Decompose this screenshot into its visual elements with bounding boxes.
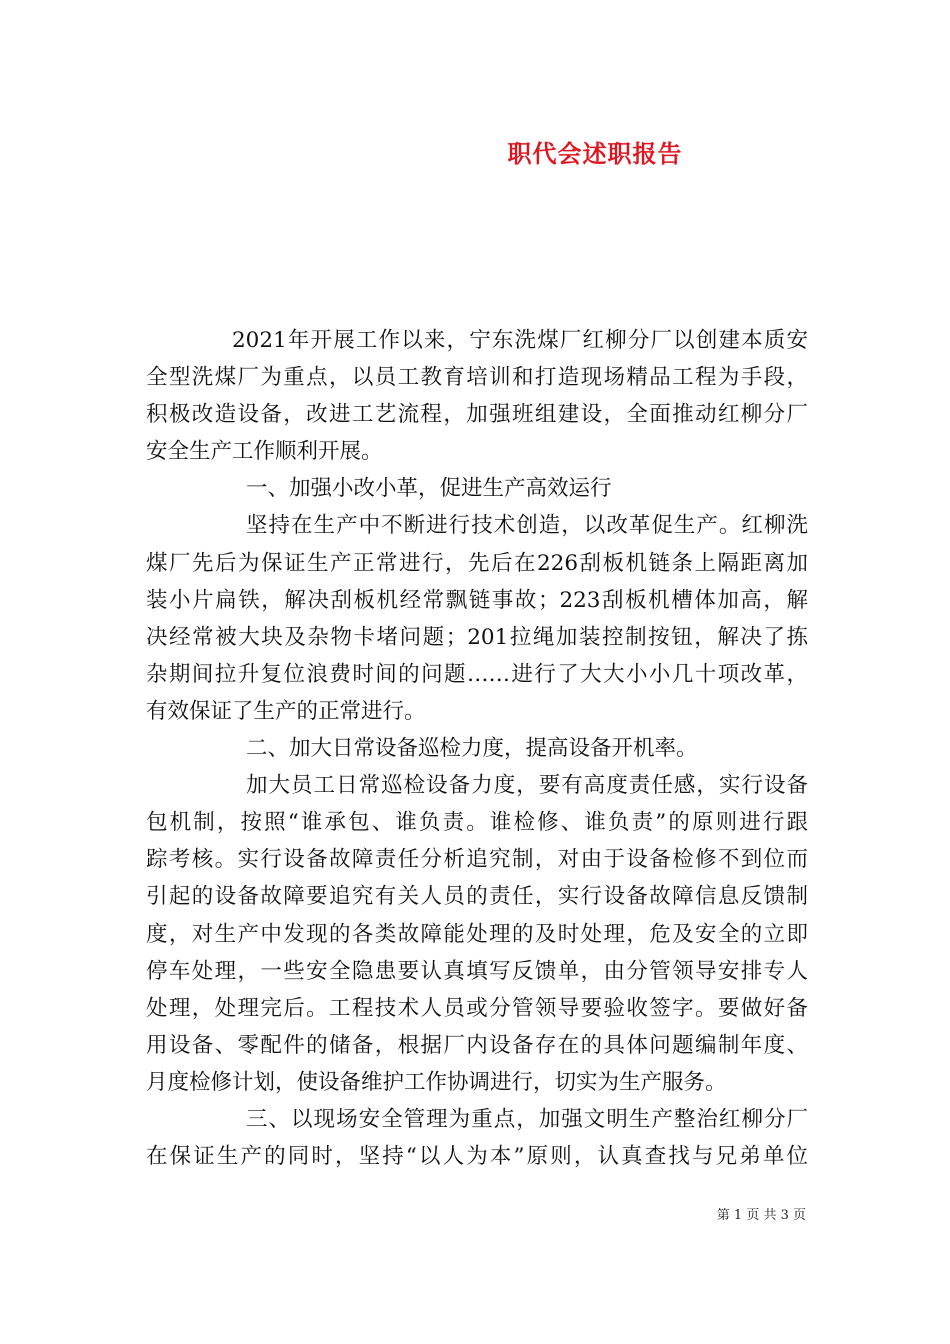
text-line: 包机制，按照“谁承包、谁负责。谁检修、谁负责”的原则进行跟 bbox=[146, 810, 808, 836]
text-line: 月度检修计划，使设备维护工作协调进行，切实为生产服务。 bbox=[146, 1069, 727, 1095]
document-title: 职代会述职报告 bbox=[507, 139, 683, 168]
text-line: 停车处理，一些安全隐患要认真填写反馈单，由分管领导安排专人 bbox=[146, 958, 808, 984]
text-line: 全型洗煤厂为重点，以员工教育培训和打造现场精品工程为手段， bbox=[146, 365, 808, 391]
text-line: 煤厂先后为保证生产正常进行，先后在226刮板机链条上隔距离加 bbox=[146, 550, 808, 576]
page-number: 第 1 页 共 3 页 bbox=[716, 1208, 806, 1223]
text-line: 安全生产工作顺利开展。 bbox=[146, 439, 383, 465]
text-line: 加大员工日常巡检设备力度，要有高度责任感，实行设备 bbox=[246, 773, 808, 799]
text-line: 三、以现场安全管理为重点，加强文明生产整治红柳分厂 bbox=[246, 1106, 808, 1132]
text-line: 2021年开展工作以来，宁东洗煤厂红柳分厂以创建本质安 bbox=[232, 328, 808, 353]
text-line: 引起的设备故障要追究有关人员的责任，实行设备故障信息反馈制 bbox=[146, 884, 808, 910]
text-line: 踪考核。实行设备故障责任分析追究制，对由于设备检修不到位而 bbox=[146, 847, 808, 873]
text-line: 一、加强小改小革，促进生产高效运行 bbox=[246, 476, 612, 502]
text-line: 装小片扁铁，解决刮板机经常飘链事故；223刮板机槽体加高，解 bbox=[146, 587, 808, 613]
text-line: 处理，处理完后。工程技术人员或分管领导要验收签字。要做好备 bbox=[146, 995, 808, 1021]
text-line: 用设备、零配件的储备，根据厂内设备存在的具体问题编制年度、 bbox=[146, 1032, 808, 1058]
text-line: 坚持在生产中不断进行技术创造，以改革促生产。红柳洗 bbox=[246, 513, 808, 539]
text-line: 度，对生产中发现的各类故障能处理的及时处理，危及安全的立即 bbox=[146, 921, 808, 947]
text-line: 杂期间拉升复位浪费时间的问题……进行了大大小小几十项改革， bbox=[146, 661, 808, 687]
text-line: 积极改造设备，改进工艺流程，加强班组建设，全面推动红柳分厂 bbox=[146, 402, 808, 428]
text-line: 决经常被大块及杂物卡堵问题；201拉绳加装控制按钮，解决了拣 bbox=[146, 624, 808, 650]
text-line: 二、加大日常设备巡检力度，提高设备开机率。 bbox=[246, 736, 698, 762]
text-line: 在保证生产的同时，坚持“以人为本”原则，认真查找与兄弟单位 bbox=[146, 1144, 808, 1170]
text-line: 有效保证了生产的正常进行。 bbox=[146, 698, 426, 724]
document-body bbox=[146, 322, 808, 1175]
